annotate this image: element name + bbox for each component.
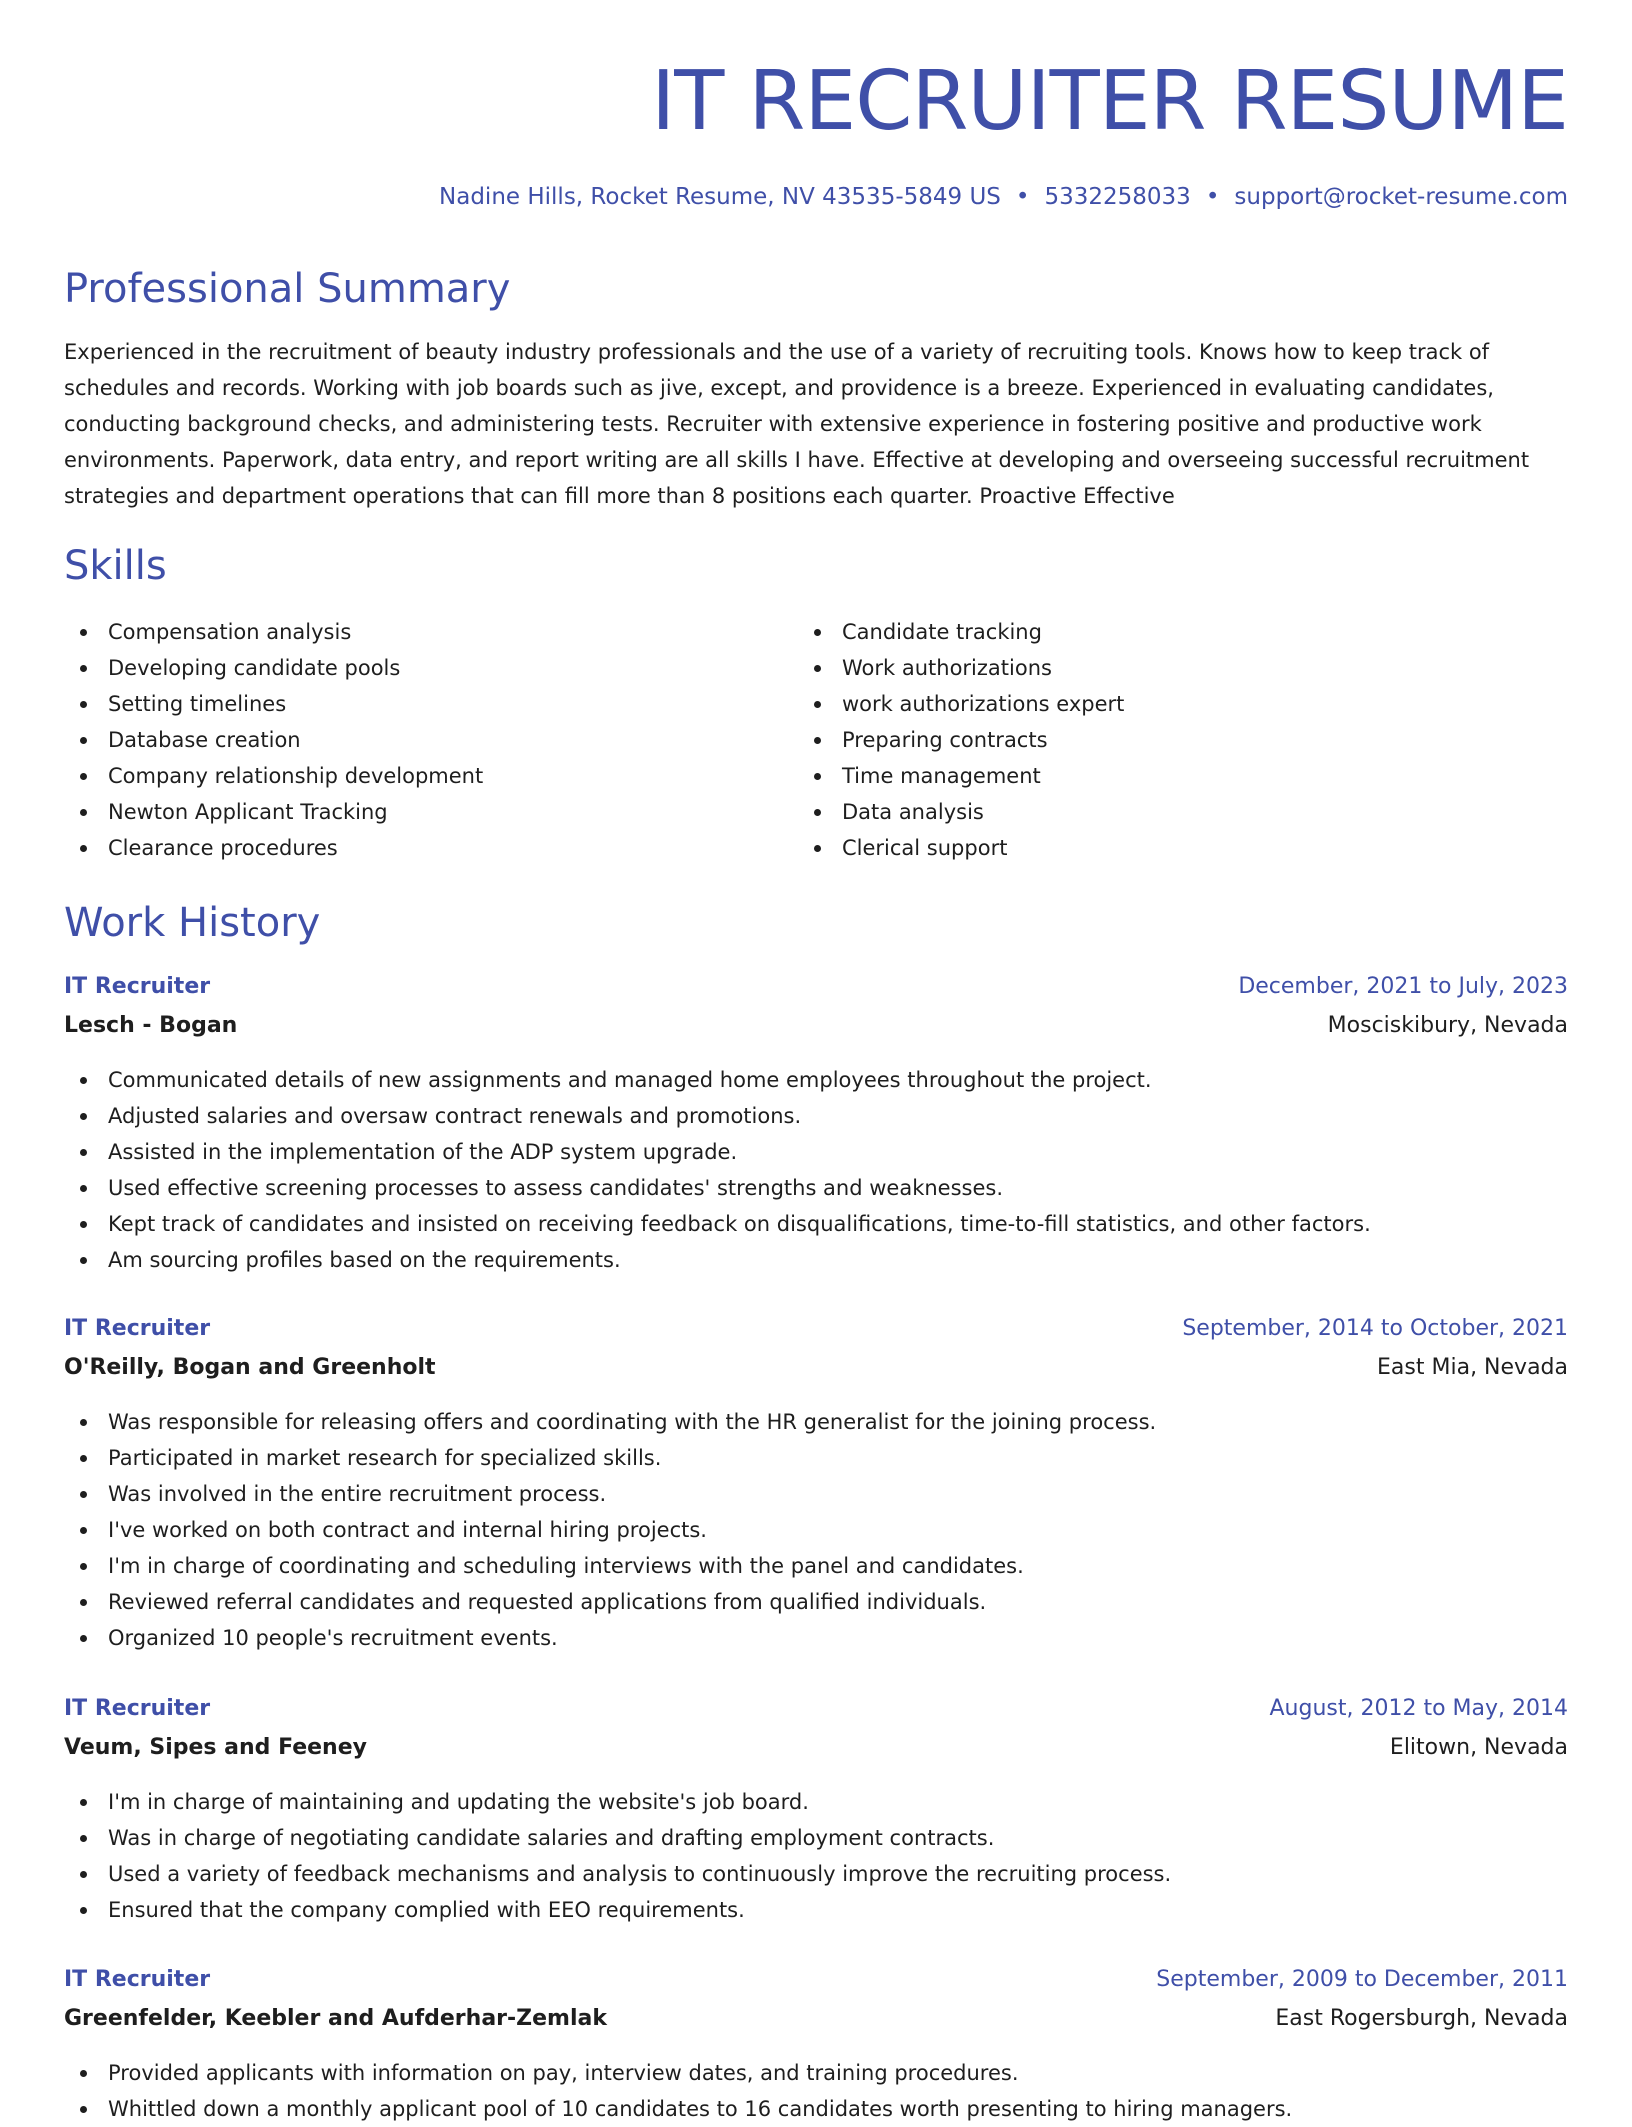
job-dates: December, 2021 to July, 2023 <box>1238 974 1568 999</box>
job-duty: Used effective screening processes to assess candidates' strengths and weaknesses. <box>64 1170 1568 1206</box>
job-duties <box>64 1784 1568 1928</box>
job-title: IT Recruiter <box>64 1967 211 1992</box>
skill-item: Newton Applicant Tracking <box>64 794 483 830</box>
job-duty: Participated in market research for specialized skills. <box>64 1440 1568 1476</box>
job-company-row <box>64 2001 1568 2040</box>
job-company-row <box>64 1350 1568 1389</box>
job-duty: Whittled down a monthly applicant pool of 10 candidates to 16 candidates worth presenting to hiring managers. <box>64 2091 1568 2127</box>
job-duty: Am sourcing profiles based on the requirements. <box>64 1242 1568 1278</box>
skill-item: work authorizations expert <box>798 686 1124 722</box>
resume-title: IT RECRUITER RESUME <box>651 54 1568 149</box>
job-duty: Assisted in the implementation of the ADP system upgrade. <box>64 1134 1568 1170</box>
job-location: Mosciskibury, Nevada <box>1327 1013 1568 1038</box>
job-duties <box>64 2055 1568 2127</box>
job-company: Lesch - Bogan <box>64 1013 238 1038</box>
job-duties <box>64 1062 1568 1278</box>
job-company: O'Reilly, Bogan and Greenholt <box>64 1355 436 1380</box>
skill-item: Work authorizations <box>798 650 1124 686</box>
job-header-row <box>64 1962 1568 2001</box>
skill-item: Preparing contracts <box>798 722 1124 758</box>
job-header-row <box>64 969 1568 1008</box>
skill-item: Data analysis <box>798 794 1124 830</box>
job-entry <box>64 969 1568 1278</box>
job-duty: Provided applicants with information on pay, interview dates, and training procedures. <box>64 2055 1568 2091</box>
job-duty: Ensured that the company complied with EEO requirements. <box>64 1892 1568 1928</box>
job-duty: I'm in charge of coordinating and scheduling interviews with the panel and candidates. <box>64 1548 1568 1584</box>
job-title: IT Recruiter <box>64 1696 211 1721</box>
skill-item: Setting timelines <box>64 686 483 722</box>
skill-item: Clerical support <box>798 830 1124 866</box>
skill-item: Clearance procedures <box>64 830 483 866</box>
job-duty: Adjusted salaries and oversaw contract renewals and promotions. <box>64 1098 1568 1134</box>
contact-separator: • <box>1015 184 1030 210</box>
job-duty: Was involved in the entire recruitment process. <box>64 1476 1568 1512</box>
job-dates: September, 2009 to December, 2011 <box>1156 1967 1568 1992</box>
skills-list-right <box>798 614 1124 866</box>
job-duty: Was in charge of negotiating candidate salaries and drafting employment contracts. <box>64 1820 1568 1856</box>
job-duty: Reviewed referral candidates and requested applications from qualified individuals. <box>64 1584 1568 1620</box>
summary-text: Experienced in the recruitment of beauty industry professionals and the use of a variety of recruiting tools. Knows how to keep track of schedules and records. Working with job boards such as jive, except, and providence is a breeze. Experienced in evaluating candidates, conducting background checks, and administering tests. Recruiter with extensive experience in fostering positive and productive work environments. Paperwork, data entry, and report writing are all skills I have. Effective at developing and overseeing successful recruitment strategies and department operations that can fill more than 8 positions each quarter. Proactive Effective <box>64 340 1530 508</box>
job-company: Veum, Sipes and Feeney <box>64 1735 367 1760</box>
skill-item: Compensation analysis <box>64 614 483 650</box>
job-entry <box>64 1962 1568 2127</box>
skill-item: Candidate tracking <box>798 614 1124 650</box>
job-duty: Communicated details of new assignments and managed home employees throughout the project. <box>64 1062 1568 1098</box>
job-duty: Used a variety of feedback mechanisms and analysis to continuously improve the recruiting process. <box>64 1856 1568 1892</box>
skill-item: Database creation <box>64 722 483 758</box>
job-company-row <box>64 1008 1568 1047</box>
job-header-row <box>64 1691 1568 1730</box>
job-duty: I'm in charge of maintaining and updating the website's job board. <box>64 1784 1568 1820</box>
job-location: East Mia, Nevada <box>1377 1355 1568 1380</box>
skills-heading: Skills <box>64 543 167 589</box>
job-title: IT Recruiter <box>64 1316 211 1341</box>
job-company: Greenfelder, Keebler and Aufderhar-Zemlak <box>64 2006 607 2031</box>
skill-item: Developing candidate pools <box>64 650 483 686</box>
contact-email[interactable]: support@rocket-resume.com <box>1234 184 1568 210</box>
job-duties <box>64 1404 1568 1656</box>
skills-list-left <box>64 614 483 866</box>
skill-item: Time management <box>798 758 1124 794</box>
job-dates: August, 2012 to May, 2014 <box>1269 1696 1568 1721</box>
job-duty: Kept track of candidates and insisted on receiving feedback on disqualifications, time-to-fill statistics, and other factors. <box>64 1206 1568 1242</box>
job-location: Elitown, Nevada <box>1389 1735 1568 1760</box>
job-duty: Was responsible for releasing offers and coordinating with the HR generalist for the joining process. <box>64 1404 1568 1440</box>
contact-phone: 5332258033 <box>1044 184 1191 210</box>
contact-line <box>439 180 1568 214</box>
skill-item: Company relationship development <box>64 758 483 794</box>
job-title: IT Recruiter <box>64 974 211 999</box>
job-entry <box>64 1691 1568 1928</box>
work-history-heading: Work History <box>64 900 321 946</box>
job-duty: Organized 10 people's recruitment events. <box>64 1620 1568 1656</box>
contact-address: Nadine Hills, Rocket Resume, NV 43535-5849 US <box>439 184 1001 210</box>
job-header-row <box>64 1311 1568 1350</box>
job-duty: I've worked on both contract and internal hiring projects. <box>64 1512 1568 1548</box>
job-location: East Rogersburgh, Nevada <box>1275 2006 1568 2031</box>
job-dates: September, 2014 to October, 2021 <box>1182 1316 1568 1341</box>
summary-heading: Professional Summary <box>64 266 511 312</box>
job-entry <box>64 1311 1568 1656</box>
job-company-row <box>64 1730 1568 1769</box>
contact-separator: • <box>1205 184 1220 210</box>
